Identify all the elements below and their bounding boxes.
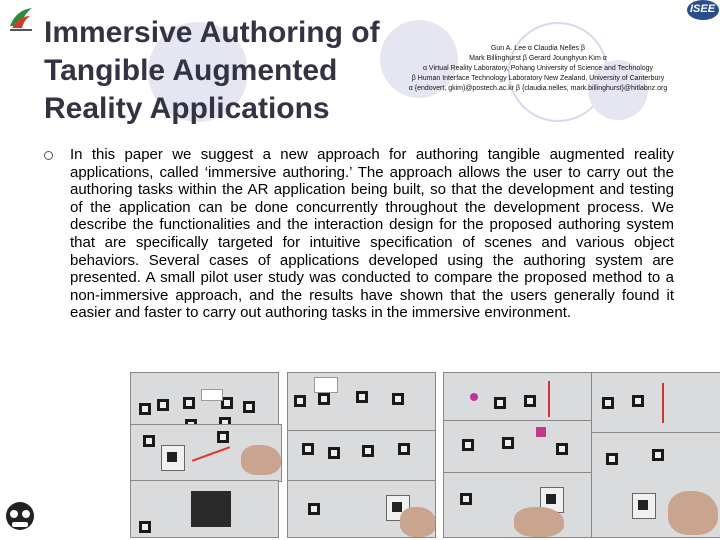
abstract-bullet — [44, 146, 674, 322]
photo-markers-top — [287, 372, 436, 432]
title-line-2: Tangible Augmented — [44, 54, 338, 87]
photo-virtual-object — [130, 480, 279, 538]
authors-line-1: Gun A. Lee α Claudia Nelles β — [490, 45, 586, 52]
photo-ar-scene-top — [443, 372, 593, 422]
authors-line-2: Mark Billinghurst β Gerard Jounghyun Kim α — [469, 55, 607, 62]
photo-right-top — [591, 372, 720, 434]
slide-title — [44, 14, 384, 128]
photo-right-bottom — [591, 432, 720, 538]
email-line: α {endovert, gkim}@postech.ac.kr β {claudia.nelles, mark.billinghurst}@hitlabnz.org — [408, 85, 668, 92]
photo-cube-hand — [287, 480, 436, 538]
affiliation-line-2: β Human Interface Technology Laboratory New Zealand, University of Canterbury — [411, 75, 665, 82]
isee-logo — [686, 0, 720, 22]
bullet-icon — [44, 151, 53, 160]
photo-ar-scene-bottom — [443, 472, 593, 538]
photo-arrow-scene — [130, 424, 282, 482]
abstract-text: In this paper we suggest a new approach for authoring tangible augmented reality applications, called ‘immersive authoring.’ The approach allows the user to carry out the authoring tasks within the AR application being built, so that the development and testing of the application can be done concurrently throughout the development process. We describe the functionalities and the interaction design for the proposed authoring system that are specifically targeted for intuitive specification of scenes and various object behaviors. Several cases of applications developed using the authoring system are presented. A small pilot user study was conducted to compare the proposed method to a non-immersive approach, and the results have shown that the users generally found it easier and faster to carry out authoring tasks in the immersive environment. — [70, 146, 674, 322]
isee-logo-text: ISEE — [690, 3, 716, 15]
photo-markers-mid — [287, 430, 436, 482]
photo-ar-scene-mid — [443, 420, 593, 474]
title-line-3: Reality Applications — [44, 92, 330, 125]
author-block — [388, 44, 688, 94]
title-line-1: Immersive Authoring of — [44, 16, 380, 49]
institution-logo — [6, 4, 36, 34]
affiliation-line-1: α Virtual Reality Laboratory, Pohang University of Science and Technology — [422, 65, 654, 72]
lab-mascot-icon — [4, 500, 36, 534]
